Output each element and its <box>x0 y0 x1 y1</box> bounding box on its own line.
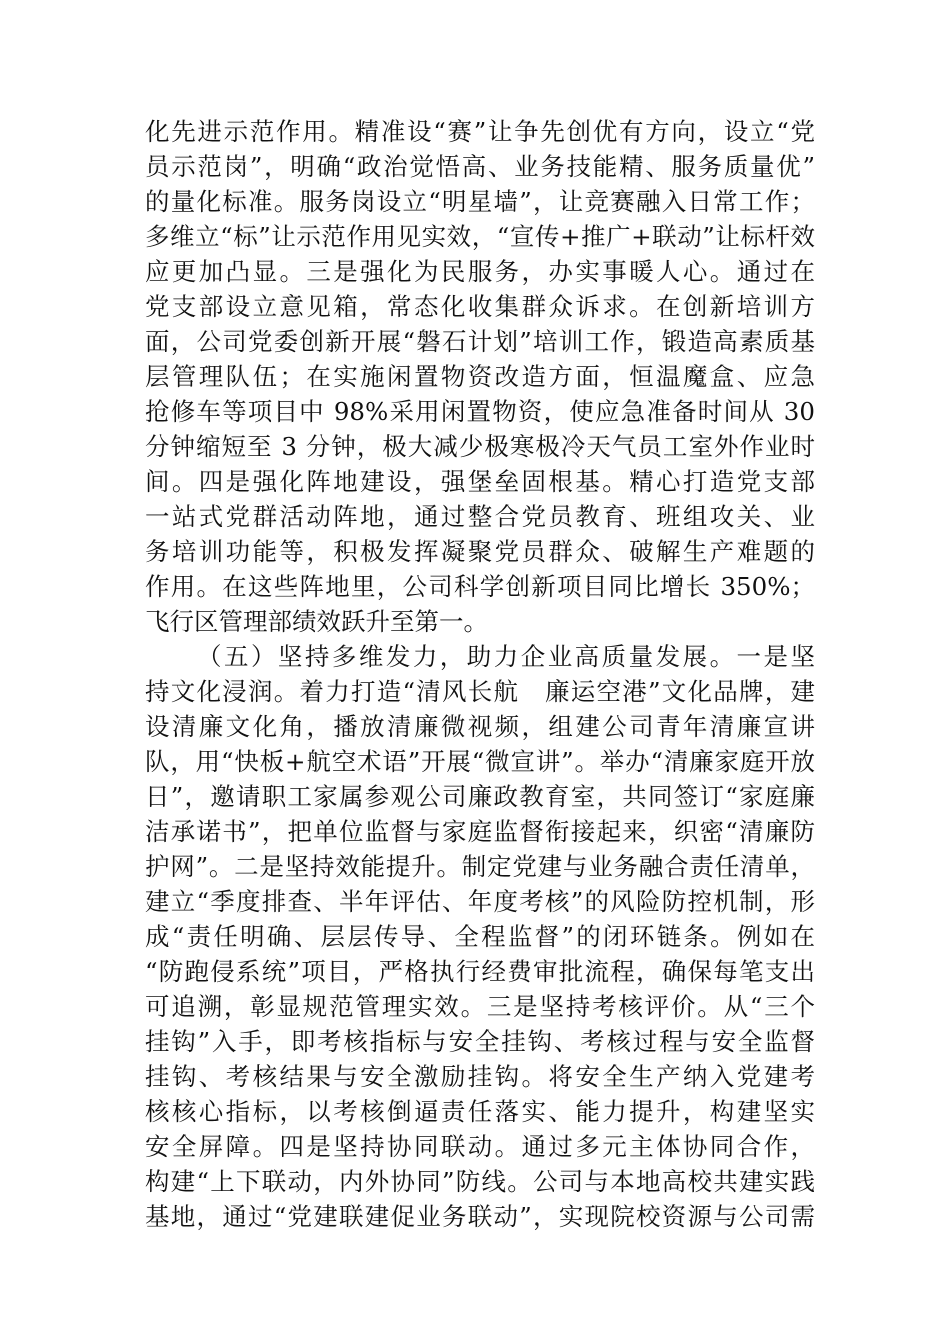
text-line: 建立“季度排查、半年评估、年度考核”的风险防控机制，形 <box>145 887 815 916</box>
text-line: 核核心指标，以考核倒逼责任落实、能力提升，构建坚实 <box>145 1097 815 1126</box>
text-line: 层管理队伍；在实施闲置物资改造方面，恒温魔盒、应急 <box>145 362 815 391</box>
text-line: 日”，邀请职工家属参观公司廉政教育室，共同签订“家庭廉 <box>145 782 815 811</box>
text-line: 员示范岗”，明确“政治觉悟高、业务技能精、服务质量优” <box>145 152 815 181</box>
text-line: 务培训功能等，积极发挥凝聚党员群众、破解生产难题的 <box>145 537 815 566</box>
text-line: 挂钩、考核结果与安全激励挂钩。将安全生产纳入党建考 <box>145 1062 815 1091</box>
text-line: 挂钩”入手，即考核指标与安全挂钩、考核过程与安全监督 <box>145 1027 815 1056</box>
text-line: 的量化标准。服务岗设立“明星墙”，让竞赛融入日常工作； <box>145 187 815 216</box>
text-line: 成“责任明确、层层传导、全程监督”的闭环链条。例如在 <box>145 922 815 951</box>
text-line: 多维立“标”让示范作用见实效，“宣传+推广+联动”让标杆效 <box>145 222 815 251</box>
text-line: 抢修车等项目中 98%采用闲置物资，使应急准备时间从 30 <box>145 397 815 426</box>
text-line: “防跑侵系统”项目，严格执行经费审批流程，确保每笔支出 <box>145 957 815 986</box>
text-line: 间。四是强化阵地建设，强堡垒固根基。精心打造党支部 <box>145 467 815 496</box>
text-line: 面，公司党委创新开展“磐石计划”培训工作，锻造高素质基 <box>145 327 815 356</box>
text-line: 党支部设立意见箱，常态化收集群众诉求。在创新培训方 <box>145 292 815 321</box>
text-line: 安全屏障。四是坚持协同联动。通过多元主体协同合作， <box>145 1132 815 1161</box>
text-line: 可追溯，彰显规范管理实效。三是坚持考核评价。从“三个 <box>145 992 815 1021</box>
text-line: 设清廉文化角，播放清廉微视频，组建公司青年清廉宣讲 <box>145 712 815 741</box>
text-line: 队，用“快板+航空术语”开展“微宣讲”。举办“清廉家庭开放 <box>145 747 815 776</box>
text-line: 构建“上下联动，内外协同”防线。公司与本地高校共建实践 <box>145 1167 815 1196</box>
text-line: 洁承诺书”，把单位监督与家庭监督衔接起来，织密“清廉防 <box>145 817 815 846</box>
text-line: 一站式党群活动阵地，通过整合党员教育、班组攻关、业 <box>145 502 815 531</box>
text-line: 护网”。二是坚持效能提升。制定党建与业务融合责任清单， <box>145 852 815 881</box>
text-line: 持文化浸润。着力打造“清风长航 廉运空港”文化品牌，建 <box>145 677 815 706</box>
text-line: 应更加凸显。三是强化为民服务，办实事暖人心。通过在 <box>145 257 815 286</box>
text-line: 基地，通过“党建联建促业务联动”，实现院校资源与公司需 <box>145 1202 815 1231</box>
text-line: 作用。在这些阵地里，公司科学创新项目同比增长 350%； <box>145 572 815 601</box>
paragraph-first-line: （五）坚持多维发力，助力企业高质量发展。一是坚 <box>197 642 815 671</box>
text-line: 飞行区管理部绩效跃升至第一。 <box>145 607 488 636</box>
text-line: 分钟缩短至 3 分钟，极大减少极寒极冷天气员工室外作业时 <box>145 432 815 461</box>
text-line: 化先进示范作用。精准设“赛”让争先创优有方向，设立“党 <box>145 117 815 146</box>
body-text <box>145 114 815 1234</box>
